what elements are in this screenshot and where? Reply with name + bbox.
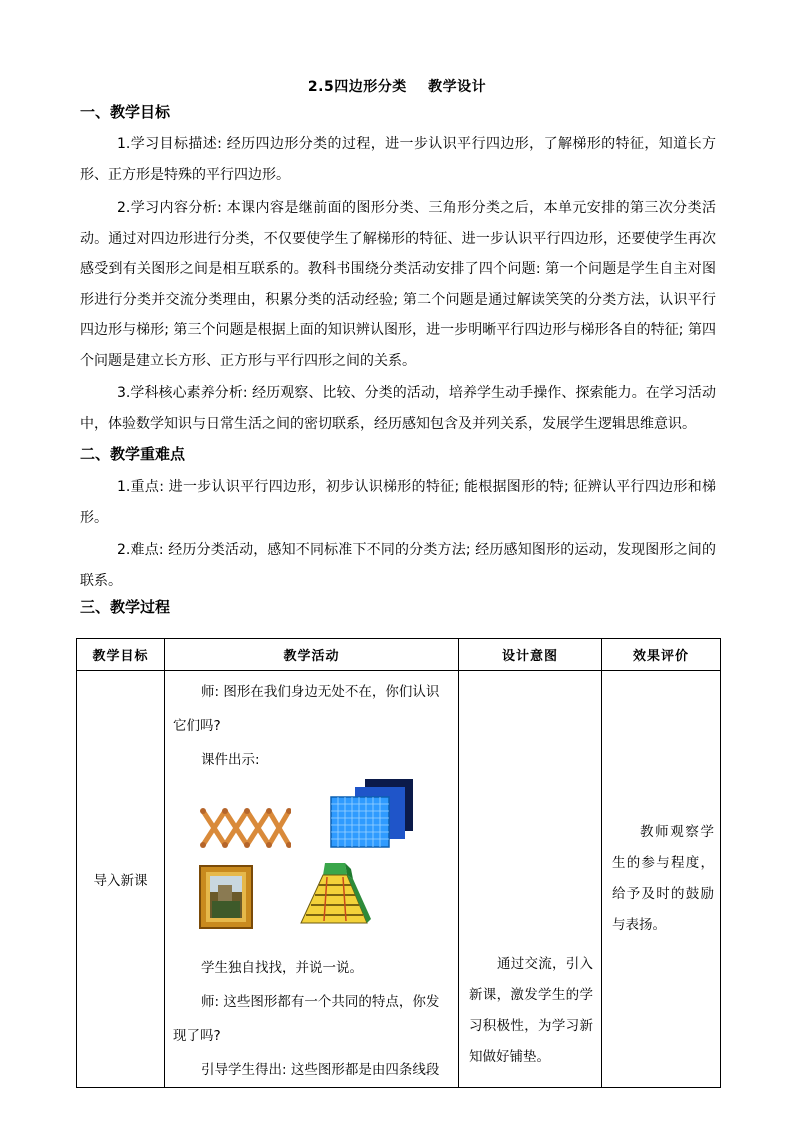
framed-painting-icon — [199, 865, 253, 929]
activity-line: 课件出示: — [201, 752, 260, 768]
paragraph-difficult-point: 2.难点: 经历分类活动，感知不同标准下不同的分类方法; 经历感知图形的运动，发现图形之间的联系。 — [80, 542, 716, 589]
doc-title — [0, 76, 794, 96]
section-heading-process: 三、教学过程 — [80, 598, 171, 616]
header-evaluation: 效果评价 — [602, 639, 721, 671]
paragraph-content-analysis: 2.学习内容分析: 本课内容是继前面的图形分类、三角形分类之后，本单元安排的第三次分类活动。通过对四边形进行分类，不仅要使学生了解梯形的特征、进一步认识平行四边形，还要使学生再次感受到有关图形之间是相互联系的。教科书围绕分类活动安排了四个问题: 第一个问题是学生自主对图形进行分类并交流分类理由，积累分类的活动经验; 第二个问题是通过解读笑笑的分类方法，认识平行四边形与梯形; 第三个问题是根据上面的知识辨认图形，进一步明晰平行四边形与梯形各自的特征; 第四个问题是建立长方形、正方形与平行四形之间的关系。 — [80, 200, 716, 369]
doc-title-suffix: 教学设计 — [428, 79, 487, 95]
header-goal: 教学目标 — [77, 639, 165, 671]
table-row — [77, 671, 721, 1088]
teaching-process-table — [76, 638, 721, 1088]
activity-line: 学生独自找找，并说一说。 — [201, 960, 363, 976]
table-header-row — [77, 639, 721, 671]
header-intent: 设计意图 — [459, 639, 602, 671]
paragraph-key-point: 1.重点: 进一步认识平行四边形，初步认识梯形的特征; 能根据图形的特; 征辨认平行四边形和梯形。 — [80, 479, 716, 526]
lattice-rack-icon — [199, 807, 291, 849]
doc-title-main: 2.5四边形分类 — [307, 79, 407, 95]
section-heading-key-points: 二、教学重难点 — [80, 445, 186, 463]
paragraph-core-literacy: 3.学科核心素养分析: 经历观察、比较、分类的活动，培养学生动手操作、探索能力。在学习活动中，体验数学知识与日常生活之间的密切联系，经历感知包含及并列关系，发展学生逻辑思维意识。 — [80, 385, 716, 432]
stepped-pyramid-icon — [297, 861, 373, 927]
header-activity: 教学活动 — [165, 639, 459, 671]
courseware-images — [173, 777, 452, 951]
activity-line: 师: 图形在我们身边无处不在，你们认识它们吗? — [173, 684, 440, 734]
paragraph-goal-description: 1.学习目标描述: 经历四边形分类的过程，进一步认识平行四边形，了解梯形的特征，知道长方形、正方形是特殊的平行四边形。 — [80, 136, 716, 183]
cell-evaluation — [602, 671, 721, 1088]
intent-text: 通过交流，引入新课，激发学生的学习积极性，为学习新知做好铺垫。 — [469, 956, 593, 1065]
activity-line: 引导学生得出: 这些图形都是由四条线段 — [201, 1062, 440, 1078]
cell-activity — [165, 671, 459, 1088]
blue-grid-tiles-icon — [329, 777, 415, 849]
cell-intent — [459, 671, 602, 1088]
cell-goal: 导入新课 — [77, 671, 165, 1088]
evaluation-text: 教师观察学生的参与程度，给予及时的鼓励与表扬。 — [612, 824, 714, 933]
section-heading-goals: 一、教学目标 — [80, 103, 171, 121]
activity-line: 师: 这些图形都有一个共同的特点，你发现了吗? — [173, 994, 440, 1044]
